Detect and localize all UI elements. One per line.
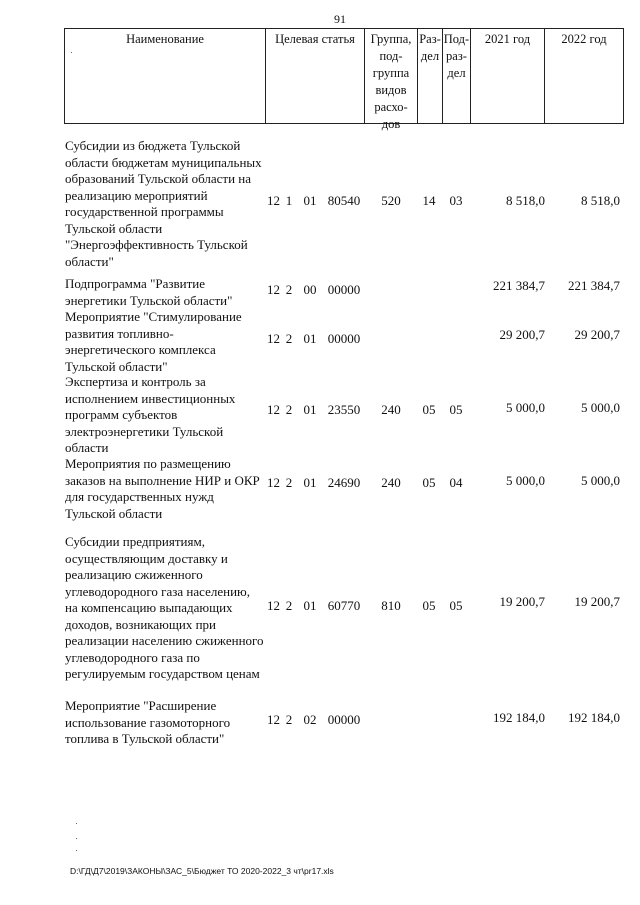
code-subprogram: 1: [285, 193, 293, 208]
code-direction: 23550: [327, 402, 361, 417]
amount-2021: 221 384,7: [493, 278, 545, 293]
code-program: 12: [267, 282, 280, 297]
row-name: [65, 138, 265, 270]
amount-2022: 5 000,0: [581, 400, 620, 415]
amount-2021: 192 184,0: [493, 710, 545, 725]
header-podrazdel-line: раз-: [446, 49, 467, 63]
row-name-line: области": [65, 253, 114, 269]
code-event: 01: [303, 598, 317, 613]
row-name-line: исполнением инвестиционных: [65, 390, 236, 406]
amount-2022: 192 184,0: [568, 710, 620, 725]
row-name-line: Мероприятия по размещению: [65, 456, 231, 471]
row-name-line: на компенсацию выпадающих: [65, 600, 233, 615]
code-event: 01: [303, 193, 317, 208]
scan-speck: [76, 838, 77, 839]
header-group-line: группа: [372, 66, 410, 80]
table-header: [64, 28, 624, 131]
code-direction: 60770: [327, 598, 361, 613]
code-direction: 24690: [327, 475, 361, 490]
razdel: 05: [422, 598, 436, 613]
amount-2022: 5 000,0: [581, 473, 620, 488]
razdel: 05: [422, 475, 436, 490]
code-subprogram: 2: [285, 475, 293, 490]
row-name-line: Тульской области": [65, 358, 168, 374]
row-name-line: для государственных нужд: [65, 489, 214, 504]
code-subprogram: 2: [285, 712, 293, 727]
expense-group: 240: [381, 475, 401, 490]
code-program: 12: [267, 193, 280, 208]
header-2022-label: 2022 год: [561, 32, 607, 46]
amount-2022: 19 200,7: [574, 594, 620, 609]
row-name-line: заказов на выполнение НИР и ОКР: [65, 472, 260, 488]
row-name-line: углеводородного газа по: [65, 649, 200, 665]
row-name-line: регулируемым государством ценам: [65, 666, 260, 681]
header-2022: [545, 29, 623, 123]
code-direction: 00000: [327, 712, 361, 727]
header-group-line: Группа,: [370, 32, 412, 46]
row-name: [65, 456, 265, 522]
code-program: 12: [267, 331, 280, 346]
razdel: 14: [422, 193, 436, 208]
razdel: 05: [422, 402, 436, 417]
header-podrazdel-line: дел: [447, 66, 466, 80]
row-name-line: области: [65, 440, 109, 455]
page-number: 91: [334, 12, 346, 26]
header-group: [365, 29, 418, 131]
row-name-line: реализацию мероприятий: [65, 187, 208, 203]
amount-2021: 5 000,0: [506, 473, 545, 488]
row-name-line: Подпрограмма "Развитие: [65, 276, 206, 291]
code-subprogram: 2: [285, 402, 293, 417]
row-name: [65, 374, 265, 457]
header-target-label: Целевая статья: [275, 32, 355, 46]
code-program: 12: [267, 598, 280, 613]
header-2021: [471, 29, 545, 123]
header-razdel: [418, 29, 443, 123]
code-event: 00: [303, 282, 317, 297]
row-name: [65, 309, 265, 375]
scan-speck: [76, 850, 77, 851]
row-name: [65, 698, 265, 748]
scan-speck: [76, 823, 77, 824]
row-name-line: Тульской области: [65, 505, 163, 521]
amount-2021: 8 518,0: [506, 193, 545, 208]
amount-2021: 5 000,0: [506, 400, 545, 415]
podrazdel: 04: [449, 475, 463, 490]
amount-2022: 29 200,7: [574, 327, 620, 342]
header-podrazdel: [443, 29, 471, 123]
row-name-line: энергетики Тульской области": [65, 292, 233, 308]
row-name-line: Мероприятие "Стимулирование: [65, 309, 242, 324]
row-name-line: области бюджетам муниципальных: [65, 154, 262, 170]
row-name-line: использование газомоторного: [65, 714, 231, 730]
row-name-line: топлива в Тульской области": [65, 731, 225, 746]
code-direction: 80540: [327, 193, 361, 208]
row-name-line: Субсидии из бюджета Тульской: [65, 138, 241, 153]
code-event: 01: [303, 475, 317, 490]
code-subprogram: 2: [285, 282, 293, 297]
header-razdel-line: дел: [420, 49, 440, 63]
header-group-line: видов: [375, 83, 407, 97]
expense-group: 520: [381, 193, 401, 208]
amount-2022: 221 384,7: [568, 278, 620, 293]
amount-2021: 29 200,7: [499, 327, 545, 342]
code-subprogram: 2: [285, 598, 293, 613]
row-name-line: Мероприятие "Расширение: [65, 698, 217, 713]
header-podrazdel-line: Под-: [443, 32, 470, 46]
row-name-line: энергетического комплекса: [65, 342, 216, 357]
row-name-line: электроэнергетики Тульской: [65, 423, 224, 439]
expense-group: 240: [381, 402, 401, 417]
row-name-line: государственной программы: [65, 204, 224, 219]
header-name-label: Наименование: [126, 32, 204, 46]
row-name-line: "Энергоэффективность Тульской: [65, 237, 248, 252]
row-name: [65, 534, 265, 683]
code-direction: 00000: [327, 282, 361, 297]
scan-speck: [71, 52, 72, 53]
row-name-line: программ субъектов: [65, 407, 178, 422]
header-group-line: под-: [379, 49, 403, 63]
code-event: 01: [303, 331, 317, 346]
header-group-line: расхо-: [374, 100, 408, 114]
header-target: [266, 29, 365, 123]
row-name-line: осуществляющим доставку и: [65, 550, 228, 566]
row-name-line: Тульской области: [65, 220, 163, 236]
footer-file-path: D:\ГД\Д7\2019\ЗАКОНЫ\ЗАС_5\Бюджет ТО 2020-2022_3 чт\pr17.xls: [70, 866, 334, 876]
row-name-line: Экспертиза и контроль за: [65, 374, 206, 389]
podrazdel: 05: [449, 402, 463, 417]
header-razdel-line: Раз-: [419, 32, 441, 46]
expense-group: 810: [381, 598, 401, 613]
header-group-line: дов: [381, 117, 401, 131]
row-name: [65, 276, 265, 309]
row-name-line: доходов, возникающих при: [65, 616, 217, 632]
code-subprogram: 2: [285, 331, 293, 346]
podrazdel: 05: [449, 598, 463, 613]
code-direction: 00000: [327, 331, 361, 346]
row-name-line: реализацию сжиженного: [65, 567, 203, 582]
code-event: 02: [303, 712, 317, 727]
row-name-line: образований Тульской области на: [65, 171, 252, 186]
amount-2022: 8 518,0: [581, 193, 620, 208]
code-event: 01: [303, 402, 317, 417]
header-2021-label: 2021 год: [484, 32, 531, 46]
row-name-line: углеводородного газа населению,: [65, 583, 250, 599]
code-program: 12: [267, 402, 280, 417]
row-name-line: развития топливно-: [65, 325, 174, 341]
code-program: 12: [267, 475, 280, 490]
row-name-line: Субсидии предприятиям,: [65, 534, 205, 549]
code-program: 12: [267, 712, 280, 727]
podrazdel: 03: [449, 193, 463, 208]
row-name-line: реализации населению сжиженного: [65, 633, 264, 648]
header-name: [65, 29, 266, 123]
amount-2021: 19 200,7: [499, 594, 545, 609]
